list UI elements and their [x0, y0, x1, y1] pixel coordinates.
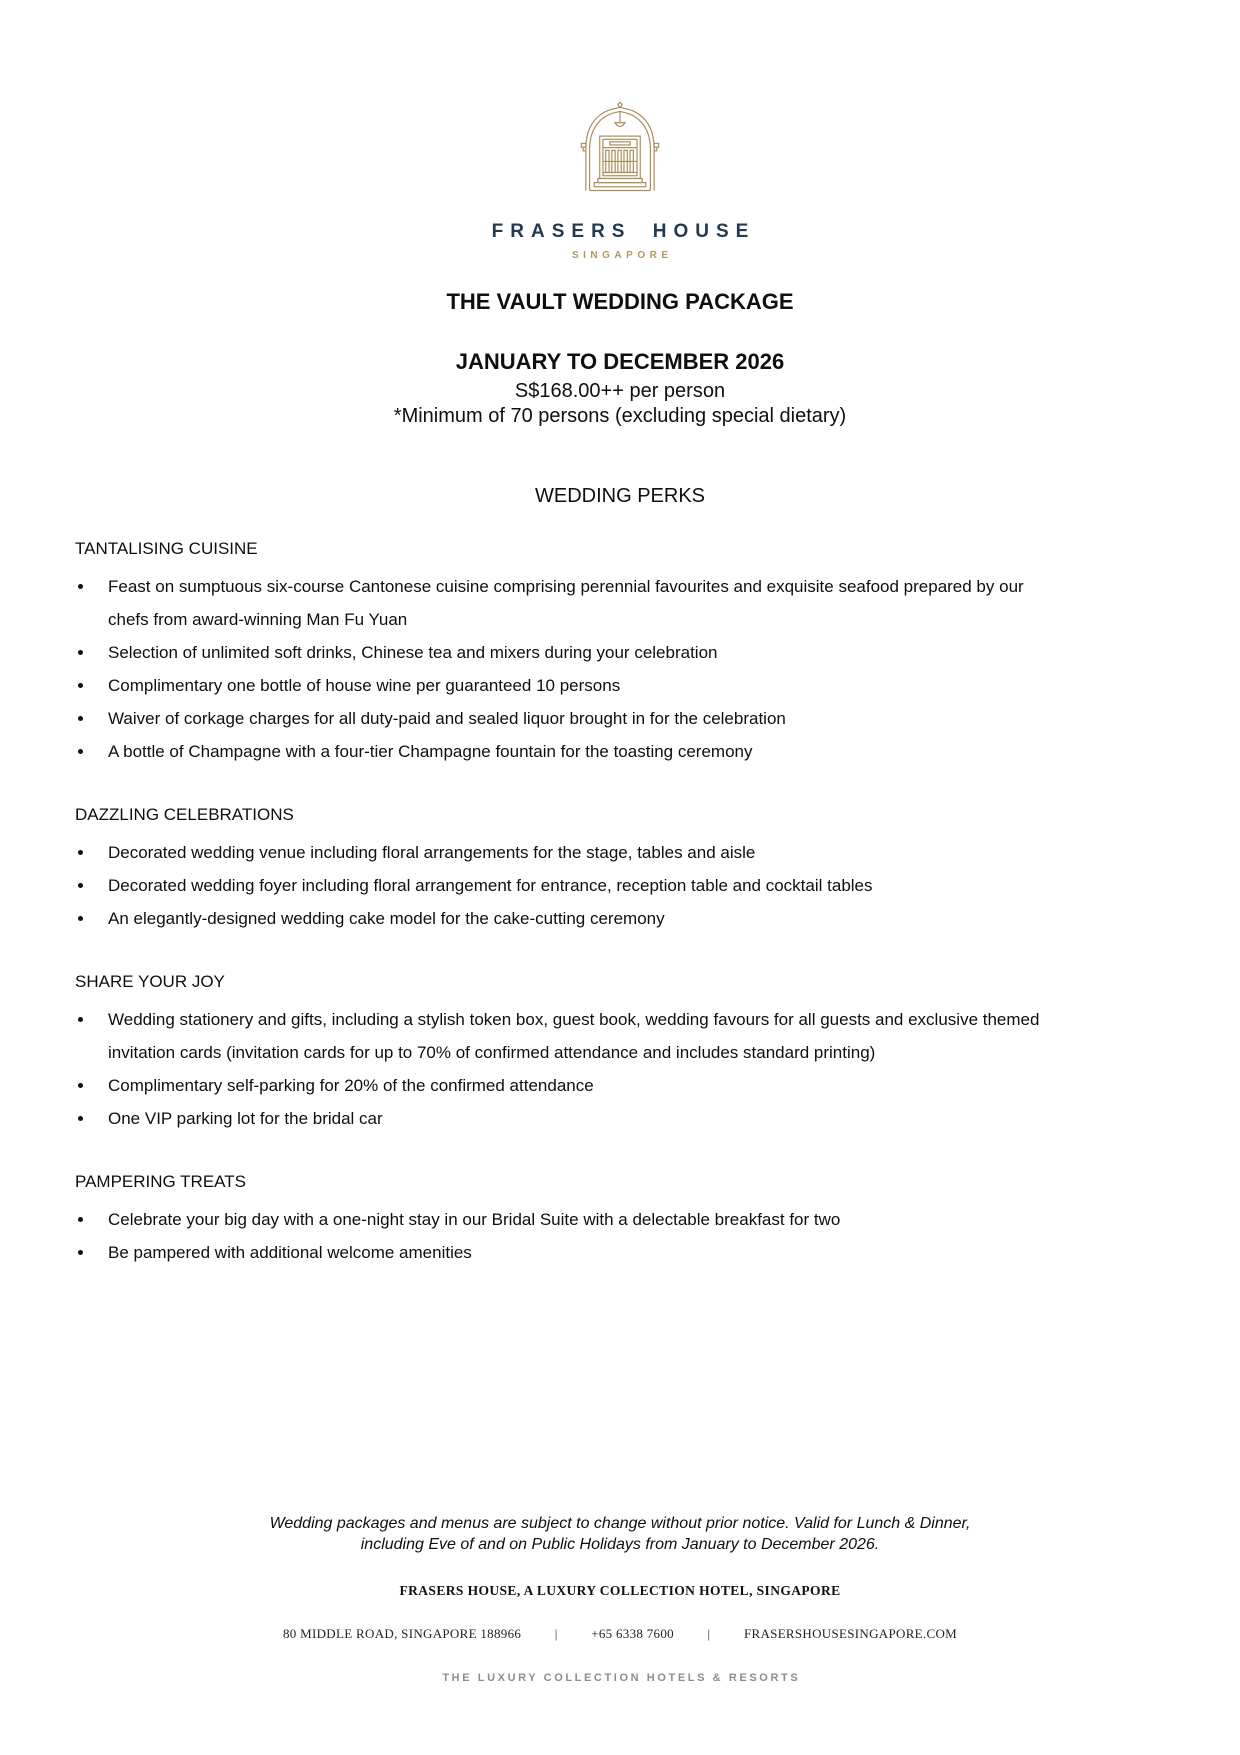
contact-line [0, 1626, 1240, 1642]
list-item [75, 669, 1165, 702]
list-item [75, 1236, 1165, 1269]
hotel-website: FRASERSHOUSESINGAPORE.COM [743, 1626, 957, 1641]
bullet-line: Be pampered with additional welcome amenities [108, 1243, 472, 1262]
bullet-icon [78, 1217, 83, 1222]
section-title: DAZZLING CELEBRATIONS [75, 805, 294, 824]
separator: | [707, 1626, 711, 1641]
perks-heading: WEDDING PERKS [534, 485, 706, 507]
bullet-icon [78, 584, 83, 589]
bullet-line: A bottle of Champagne with a four-tier Champagne fountain for the toasting ceremony [108, 742, 753, 761]
disclaimer-line: including Eve of and on Public Holidays from January to December 2026. [360, 1536, 880, 1553]
brand-location: SINGAPORE [571, 250, 673, 261]
perk-section [75, 804, 1165, 935]
bullet-text [108, 1102, 383, 1135]
bullet-icon [78, 1083, 83, 1088]
bullet-line: Decorated wedding foyer including floral arrangement for entrance, reception table and cocktail tables [108, 876, 873, 895]
logo [0, 102, 1240, 196]
bullet-text [108, 669, 620, 702]
bullet-line: Celebrate your big day with a one-night stay in our Bridal Suite with a delectable breakfast for two [108, 1210, 841, 1229]
bullet-text [108, 636, 718, 669]
list-item [75, 902, 1165, 935]
list-item [75, 570, 1165, 636]
bullet-line: Decorated wedding venue including floral arrangements for the stage, tables and aisle [108, 843, 756, 862]
hotel-address: 80 MIDDLE ROAD, SINGAPORE 188966 [282, 1626, 522, 1641]
bullet-icon [78, 749, 83, 754]
price-per-person: S$168.00++ per person [514, 380, 726, 402]
perk-section [75, 971, 1165, 1135]
bullet-icon [78, 883, 83, 888]
bullet-line: Complimentary one bottle of house wine per guaranteed 10 persons [108, 676, 621, 695]
bullet-line: chefs from award-winning Man Fu Yuan [108, 610, 408, 629]
bullet-text [108, 702, 786, 735]
bullet-text [108, 1236, 472, 1269]
bullet-text [108, 735, 753, 768]
validity-period: JANUARY TO DECEMBER 2026 [455, 349, 785, 374]
bullet-text [108, 1203, 840, 1236]
bullet-text [108, 869, 873, 902]
page-footer [0, 1513, 1240, 1684]
bullet-icon [78, 683, 83, 688]
list-item [75, 1102, 1165, 1135]
bullet-line: invitation cards (invitation cards for up to 70% of confirmed attendance and includes standard printing) [108, 1043, 876, 1062]
bullet-text [108, 836, 755, 869]
list-item [75, 1003, 1165, 1069]
bullet-line: Waiver of corkage charges for all duty-paid and sealed liquor brought in for the celebration [108, 709, 786, 728]
bullet-text [108, 1003, 1039, 1069]
bullet-line: One VIP parking lot for the bridal car [108, 1109, 383, 1128]
perk-section [75, 538, 1165, 768]
bullet-icon [78, 650, 83, 655]
minimum-persons-note: *Minimum of 70 persons (excluding special dietary) [393, 405, 847, 427]
list-item [75, 1069, 1165, 1102]
list-item [75, 702, 1165, 735]
bullet-icon [78, 1116, 83, 1121]
bullet-text [108, 902, 665, 935]
bullet-line: Selection of unlimited soft drinks, Chinese tea and mixers during your celebration [108, 643, 718, 662]
collection-line: THE LUXURY COLLECTION HOTELS & RESORTS [442, 1672, 801, 1684]
hotel-name-line: FRASERS HOUSE, A LUXURY COLLECTION HOTEL, SINGAPORE [399, 1583, 841, 1598]
bullet-list [75, 1203, 1165, 1269]
perk-section [75, 1171, 1165, 1269]
perks-sections [75, 538, 1165, 1269]
section-title: TANTALISING CUISINE [75, 539, 258, 558]
bullet-icon [78, 916, 83, 921]
bullet-list [75, 1003, 1165, 1135]
bullet-icon [78, 1250, 83, 1255]
bullet-text [108, 570, 1024, 636]
list-item [75, 836, 1165, 869]
hotel-phone: +65 6338 7600 [591, 1626, 674, 1641]
brand-name: FRASERS HOUSE [491, 221, 756, 242]
section-title: PAMPERING TREATS [75, 1172, 246, 1191]
list-item [75, 869, 1165, 902]
bullet-line: An elegantly-designed wedding cake model for the cake-cutting ceremony [108, 909, 665, 928]
list-item [75, 636, 1165, 669]
vault-arch-logo-icon [579, 102, 661, 196]
bullet-line: Feast on sumptuous six-course Cantonese cuisine comprising perennial favourites and exquisite seafood prepared by our [108, 577, 1024, 596]
list-item [75, 1203, 1165, 1236]
bullet-list [75, 570, 1165, 768]
section-title: SHARE YOUR JOY [75, 972, 225, 991]
disclaimer [0, 1513, 1240, 1555]
page-title: THE VAULT WEDDING PACKAGE [446, 289, 794, 314]
separator: | [554, 1626, 558, 1641]
bullet-icon [78, 850, 83, 855]
bullet-text [108, 1069, 594, 1102]
bullet-icon [78, 1017, 83, 1022]
list-item [75, 735, 1165, 768]
bullet-line: Wedding stationery and gifts, including a stylish token box, guest book, wedding favours for all guests and exclusive themed [108, 1010, 1040, 1029]
bullet-icon [78, 716, 83, 721]
disclaimer-line: Wedding packages and menus are subject to change without prior notice. Valid for Lunch & Dinner, [269, 1515, 971, 1532]
bullet-line: Complimentary self-parking for 20% of the confirmed attendance [108, 1076, 594, 1095]
bullet-list [75, 836, 1165, 935]
